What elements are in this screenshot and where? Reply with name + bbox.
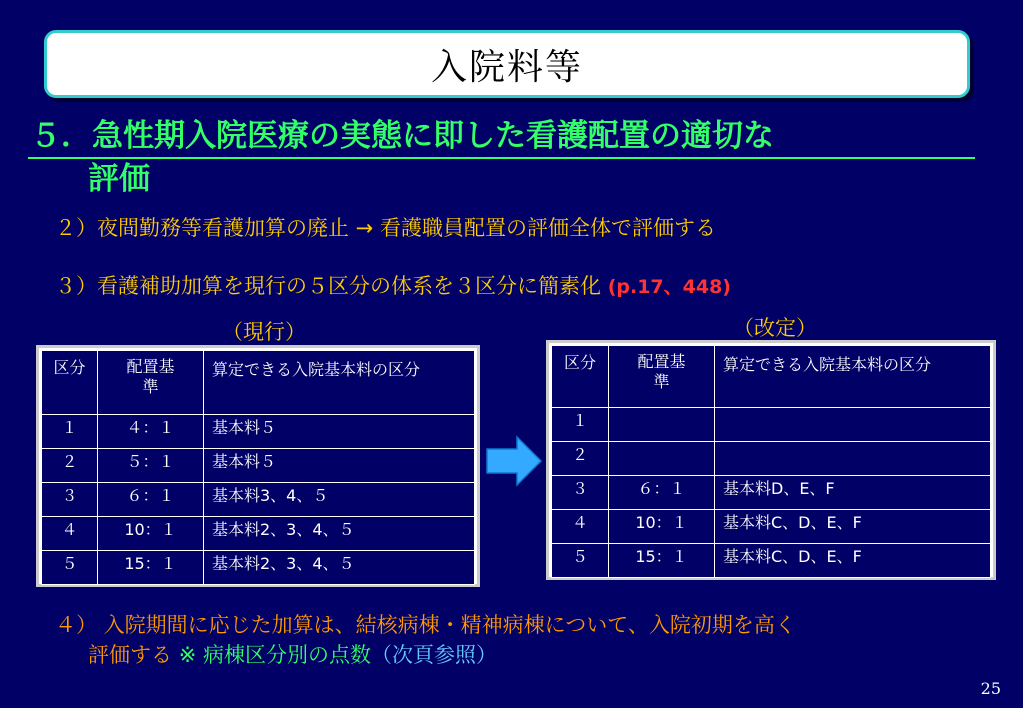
table-row [42,483,475,517]
header-kubun: 区分 [42,351,98,415]
cell-haichi: ６：１ [609,476,715,510]
table-row [552,476,991,510]
cell-kubun: １ [42,415,98,449]
right-arrow-icon [485,435,543,487]
revised-table [546,340,996,580]
heading-line-2: 評価 [88,161,150,197]
cell-kubun: ３ [42,483,98,517]
note-line-2-prefix: 評価する [88,643,172,667]
section-heading [28,116,978,200]
cell-santei: 基本料2、3、4、５ [204,517,475,551]
note-line-1: ４） 入院期間に応じた加算は、結核病棟・精神病棟について、入院初期を高く [55,613,796,637]
cell-santei: 基本料3、4、５ [204,483,475,517]
cell-haichi: 15：１ [98,551,204,585]
cell-santei [715,408,991,442]
cell-kubun: ２ [552,442,609,476]
cell-haichi: 10：１ [609,510,715,544]
cell-kubun: ４ [552,510,609,544]
cell-santei: 基本料D、E、F [715,476,991,510]
cell-kubun: ５ [42,551,98,585]
current-table [36,345,480,587]
table-row [42,551,475,585]
slide-title: 入院料等 [430,46,583,88]
table-row [42,517,475,551]
table-row [42,449,475,483]
item-3-text: ３）看護補助加算を現行の５区分の体系を３区分に簡素化 [55,274,601,298]
cell-kubun: ４ [42,517,98,551]
item-2: ２）夜間勤務等看護加算の廃止 → 看護職員配置の評価全体で評価する [55,216,716,240]
table-header-row [552,346,991,408]
cell-kubun: ５ [552,544,609,578]
table-row [42,415,475,449]
note-line-2 [55,640,1005,670]
note-next-page-ref: （次頁参照） [370,643,497,667]
cell-haichi: ４：１ [98,415,204,449]
header-santei: 算定できる入院基本料の区分 [715,346,991,408]
cell-kubun: ３ [552,476,609,510]
cell-santei: 基本料C、D、E、F [715,510,991,544]
page-number: 25 [980,679,1001,698]
header-haichi: 配置基準 [609,346,715,408]
item-3 [55,270,731,300]
cell-haichi: 15：１ [609,544,715,578]
table-row [552,510,991,544]
cell-haichi: ６：１ [98,483,204,517]
header-kubun: 区分 [552,346,609,408]
note-item-4 [55,610,1005,670]
item-3-page-ref: (p.17、448) [607,276,731,298]
revised-table-label: （改定） [733,316,817,340]
cell-haichi [609,442,715,476]
title-box [44,30,970,98]
cell-santei: 基本料C、D、E、F [715,544,991,578]
header-santei: 算定できる入院基本料の区分 [204,351,475,415]
header-haichi: 配置基準 [98,351,204,415]
cell-santei: 基本料５ [204,415,475,449]
table-header-row [42,351,475,415]
heading-line-1: ５．急性期入院医療の実態に即した看護配置の適切な [28,116,975,159]
table-row [552,442,991,476]
cell-kubun: １ [552,408,609,442]
cell-santei [715,442,991,476]
cell-haichi: ５：１ [98,449,204,483]
cell-kubun: ２ [42,449,98,483]
cell-haichi: 10：１ [98,517,204,551]
cell-santei: 基本料2、3、4、５ [204,551,475,585]
table-row [552,408,991,442]
current-table-label: （現行） [222,320,306,344]
cell-haichi [609,408,715,442]
cell-santei: 基本料５ [204,449,475,483]
table-row [552,544,991,578]
note-ward-points: ※ 病棟区分別の点数 [178,643,371,667]
